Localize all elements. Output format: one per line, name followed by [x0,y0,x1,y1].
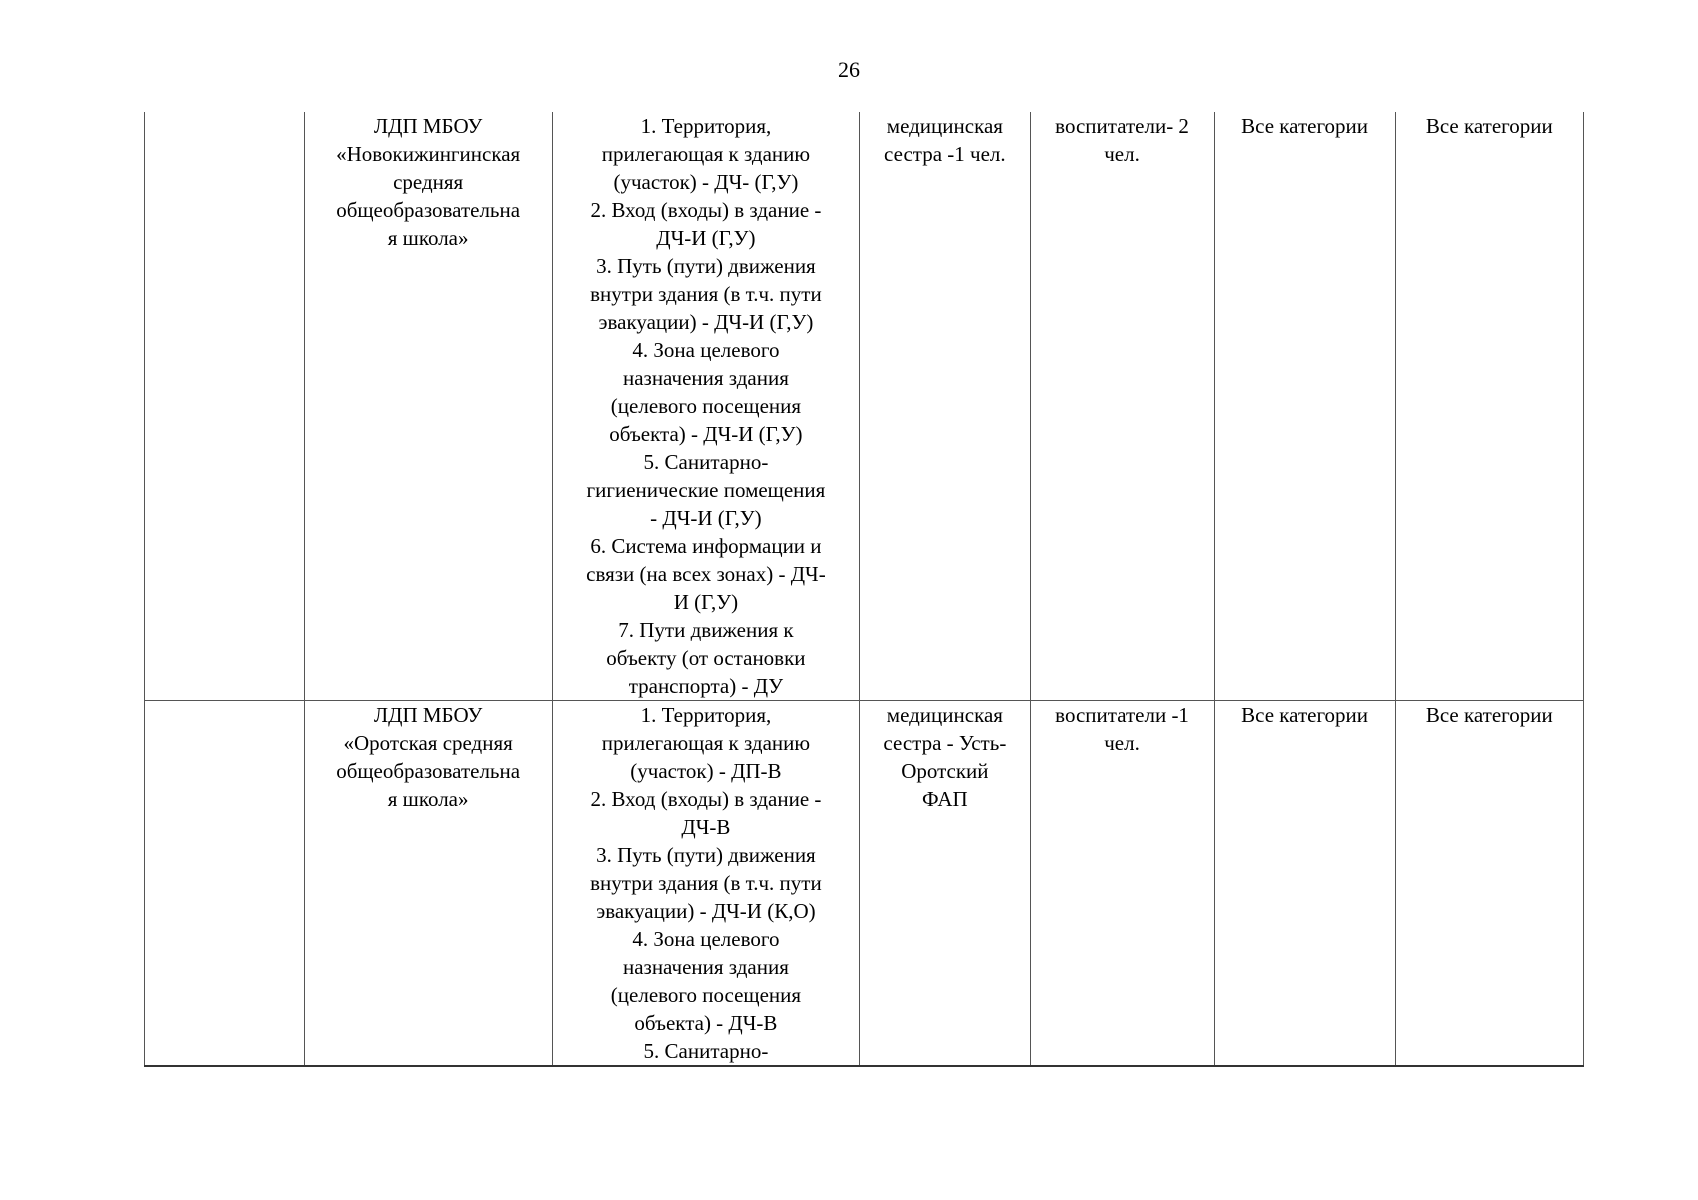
table-cell-medical-staff: медицинская сестра - Усть- Оротский ФАП [860,701,1030,1067]
table-cell-medical-staff: медицинская сестра -1 чел. [860,112,1030,701]
table-cell-facility-name: ЛДП МБОУ «Новокижингинская средняя общеобразовательна я школа» [304,112,552,701]
facilities-table [144,112,1584,1067]
table-row [145,701,1584,1067]
table-cell-number [145,701,305,1067]
table-cell-facility-name: ЛДП МБОУ «Оротская средняя общеобразовательна я школа» [304,701,552,1067]
page-number: 26 [838,57,860,82]
table-cell-category: Все категории [1395,701,1583,1067]
table-cell-accessibility-zones: 1. Территория, прилегающая к зданию (участок) - ДП-В 2. Вход (входы) в здание - ДЧ-В 3. Путь (пути) движения внутри здания (в т.ч. пути эвакуации) - ДЧ-И (К,О) 4. Зона целевого назначения здания (целевого посещения объекта) - ДЧ-В 5. Санитарно- [552,701,860,1067]
table-cell-caregivers: воспитатели -1 чел. [1030,701,1214,1067]
table-cell-category: Все категории [1214,112,1395,701]
table-cell-accessibility-zones: 1. Территория, прилегающая к зданию (участок) - ДЧ- (Г,У) 2. Вход (входы) в здание - ДЧ-И (Г,У) 3. Путь (пути) движения внутри здания (в т.ч. пути эвакуации) - ДЧ-И (Г,У) 4. Зона целевого назначения здания (целевого посещения объекта) - ДЧ-И (Г,У) 5. Санитарно- гигиенические помещения - ДЧ-И (Г,У) 6. Система информации и связи (на всех зонах) - ДЧ- И (Г,У) 7. Пути движения к объекту (от остановки транспорта) - ДУ [552,112,860,701]
table-cell-number [145,112,305,701]
table-cell-category: Все категории [1395,112,1583,701]
table-cell-caregivers: воспитатели- 2 чел. [1030,112,1214,701]
table-cell-category: Все категории [1214,701,1395,1067]
table-row [145,112,1584,701]
